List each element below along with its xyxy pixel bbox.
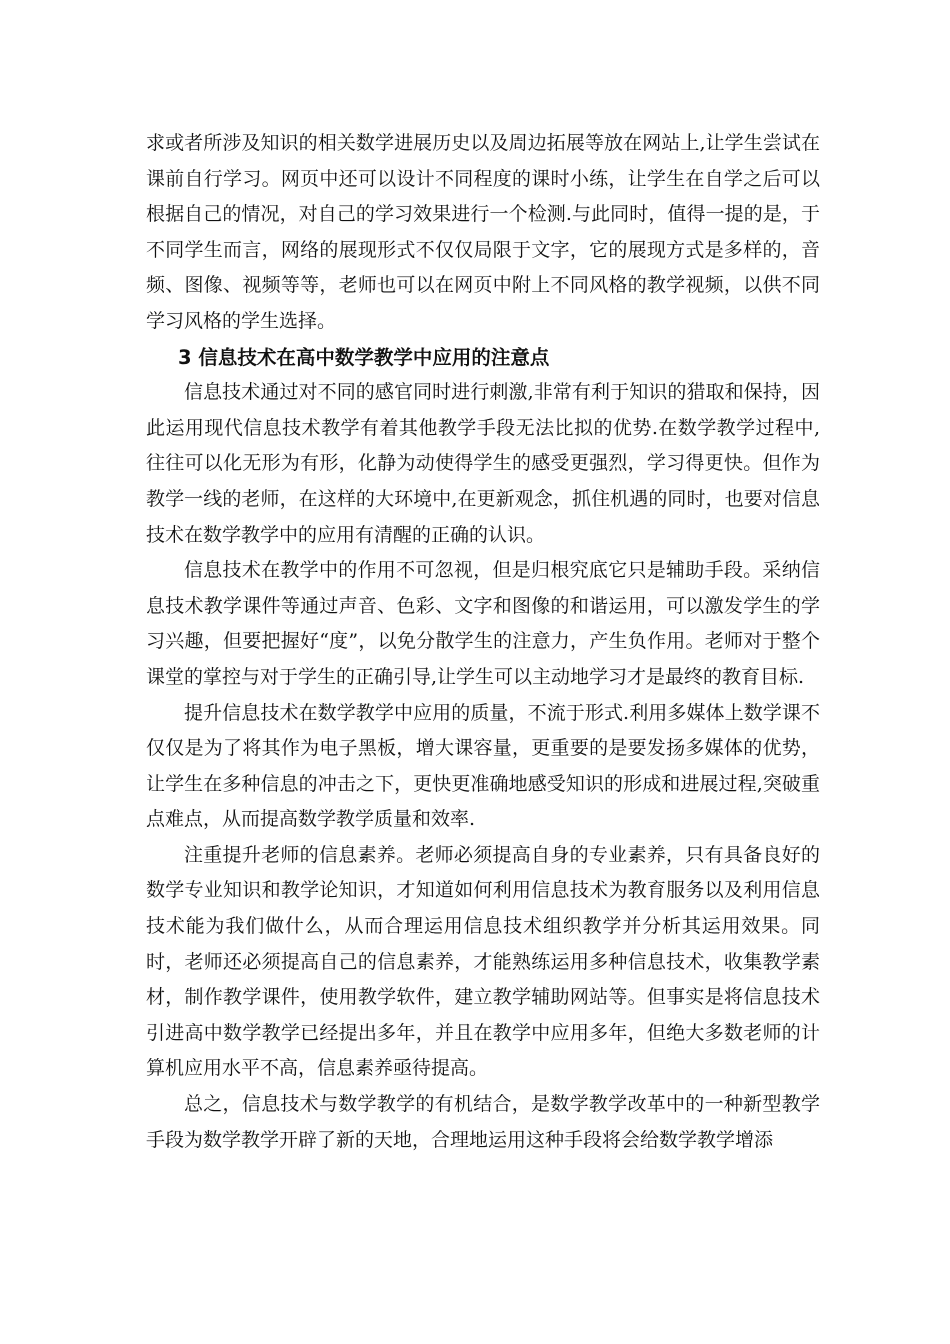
paragraph: 提升信息技术在数学教学中应用的质量，不流于形式.利用多媒体上数学课不仅仅是为了将其作为电子黑板，增大课容量，更重要的是要发扬多媒体的优势，让学生在多种信息的冲击之下，更快更准确地感受知识的形成和进展过程,突破重点难点，从而提高数学教学质量和效率. [146, 701, 820, 831]
section-heading: 3 信息技术在高中数学教学中应用的注意点 [178, 345, 550, 369]
paragraph: 信息技术在教学中的作用不可忽视，但是归根究底它只是辅助手段。采纳信息技术教学课件等通过声音、色彩、文字和图像的和谐运用，可以激发学生的学习兴趣，但要把握好“度”，以免分散学生的注意力，产生负作用。老师对于整个课堂的掌控与对于学生的正确引导,让学生可以主动地学习才是最终的教育目标. [146, 559, 820, 688]
paragraph: 总之，信息技术与数学教学的有机结合，是数学教学改革中的一种新型教学手段为数学教学开辟了新的天地，合理地运用这种手段将会给数学教学增添 [146, 1093, 820, 1151]
paragraph: 注重提升老师的信息素养。老师必须提高自身的专业素养，只有具备良好的数学专业知识和教学论知识，才知道如何利用信息技术为教育服务以及利用信息技术能为我们做什么，从而合理运用信息技术组织教学并分析其运用效果。同时，老师还必须提高自己的信息素养，才能熟练运用多种信息技术，收集教学素材，制作教学课件，使用教学软件，建立教学辅助网站等。但事实是将信息技术引进高中数学教学已经提出多年，并且在教学中应用多年，但绝大多数老师的计算机应用水平不高，信息素养亟待提高。 [146, 843, 820, 1080]
paragraph-continued: 求或者所涉及知识的相关数学进展历史以及周边拓展等放在网站上,让学生尝试在课前自行学习。网页中还可以设计不同程度的课时小练，让学生在自学之后可以根据自己的情况，对自己的学习效果进行一个检测.与此同时，值得一提的是，于不同学生而言，网络的展现形式不仅仅局限于文字，它的展现方式是多样的，音频、图像、视频等等，老师也可以在网页中附上不同风格的教学视频，以供不同学习风格的学生选择。 [146, 132, 820, 332]
paragraph: 信息技术通过对不同的感官同时进行刺激,非常有利于知识的猎取和保持，因此运用现代信息技术教学有着其他教学手段无法比拟的优势.在数学教学过程中,往往可以化无形为有形，化静为动使得学生的感受更强烈，学习得更快。但作为教学一线的老师，在这样的大环境中,在更新观念，抓住机遇的同时，也要对信息技术在数学教学中的应用有清醒的正确的认识。 [146, 381, 820, 546]
